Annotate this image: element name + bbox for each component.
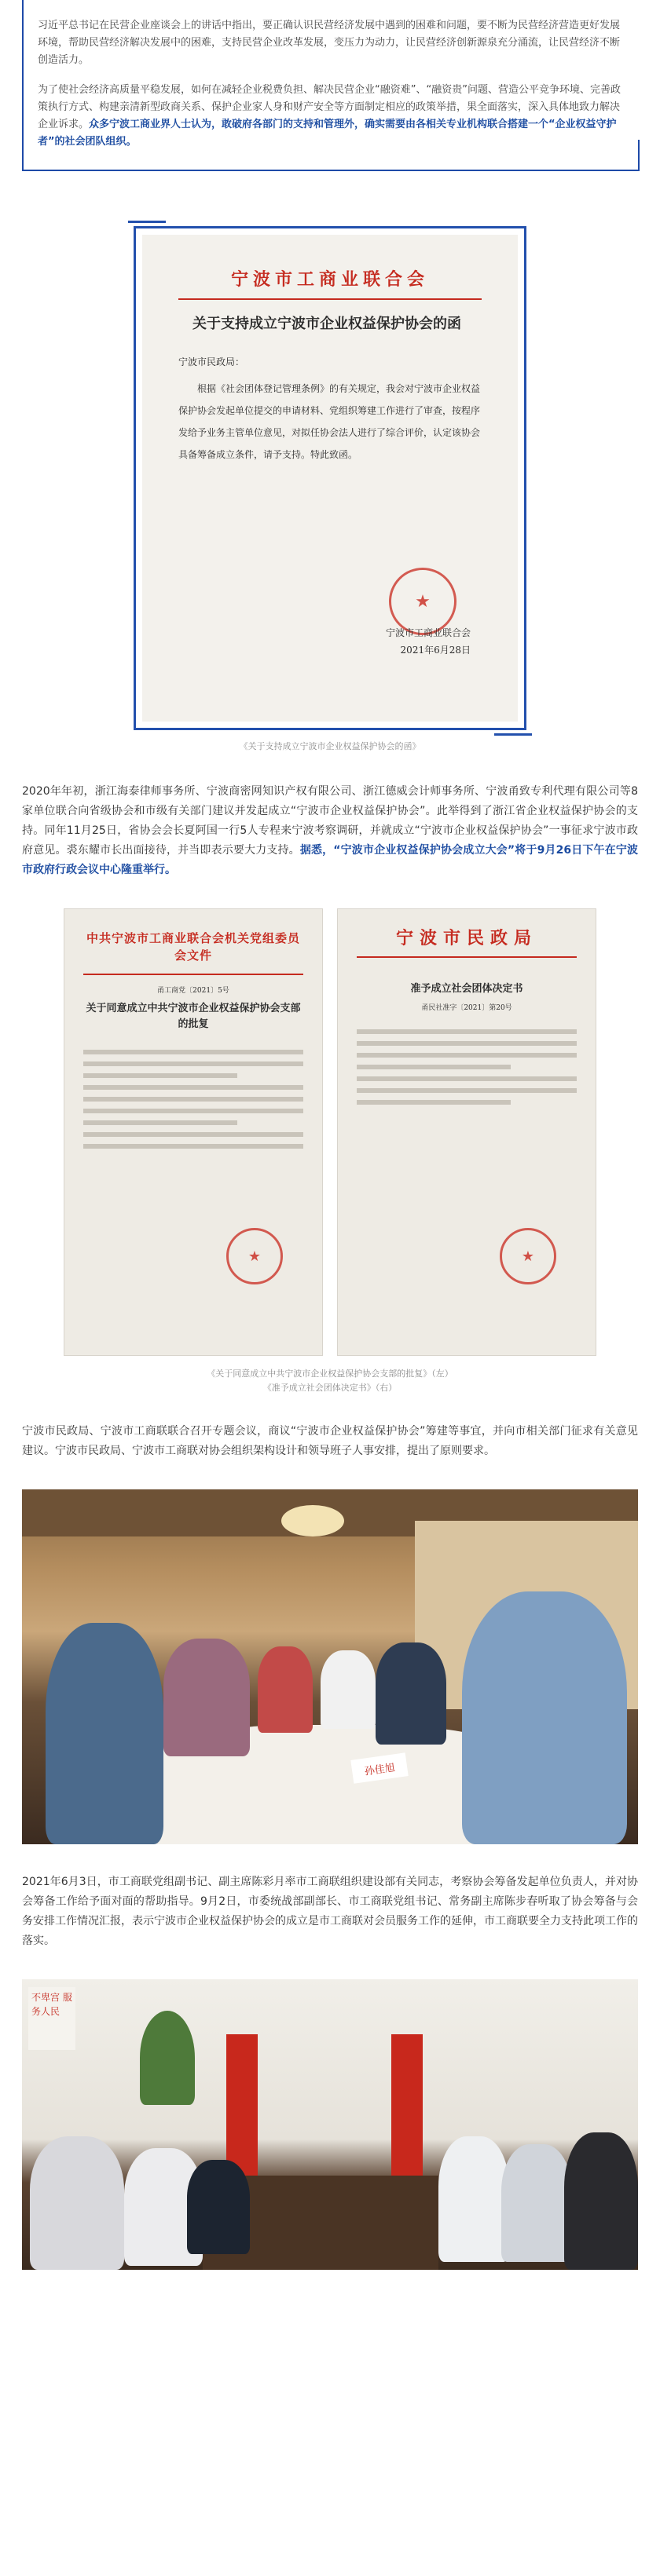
letter-addressee: 宁波市民政局： bbox=[178, 356, 245, 367]
doc-right-rule bbox=[357, 956, 577, 958]
meeting-paragraph: 宁波市民政局、宁波市工商联联合召开专题会议，商议“宁波市企业权益保护协会”筹建等事宜，并向市相关部门征求有关意见建议。宁波市民政局、宁波市工商联对协会组织架构设计和领导班子人事安排，提出了原则要求。 bbox=[22, 1425, 638, 1457]
founding-paragraph bbox=[22, 782, 638, 880]
doc-right-text-lines bbox=[357, 1029, 577, 1105]
person bbox=[46, 1623, 163, 1844]
doc-right-head: 宁波市民政局 bbox=[395, 928, 537, 948]
person bbox=[30, 2136, 124, 2270]
documents-caption-1: 《关于同意成立中共宁波市企业权益保护协会支部的批复》（左） bbox=[207, 1368, 453, 1379]
founding-paragraph-text: 2020年年初，浙江海泰律师事务所、宁波商密网知识产权有限公司、浙江德威会计师事务所、宁波甬致专利代理有限公司等8家单位联合向省级协会和市级有关部门建议并发起成立“宁波市企业权益保护协会”。此举得到了浙江省企业权益保护协会的支持。同年11月25日，省协会会长夏阿国一行5人专程来宁波考察调研，并就成立“宁波市企业权益保护协会”一事征求宁波市政府意见。裘东耀市长出面接待，并当即表示要大力支持。 bbox=[22, 785, 638, 857]
letter-sign-date: 2021年6月28日 bbox=[400, 645, 471, 656]
intro-paragraph-2 bbox=[38, 82, 624, 151]
intro-paragraph-1: 习近平总书记在民营企业座谈会上的讲话中指出，要正确认识民营经济发展中遇到的困难和问题，要不断为民营经济营造更好发展环境，帮助民营经济解决发展中的困难，支持民营企业改革发展，变压力为动力，让民营经济创新源泉充分涌流，让民营经济不断创造活力。 bbox=[38, 20, 621, 66]
letter-org: 宁波市工商业联合会 bbox=[230, 269, 429, 290]
letter-signature bbox=[386, 624, 471, 659]
plant bbox=[140, 2011, 195, 2105]
person bbox=[462, 1591, 627, 1844]
seal-icon: ★ bbox=[389, 568, 456, 635]
nameplate: 孙佳旭 bbox=[350, 1752, 408, 1783]
person bbox=[187, 2160, 250, 2254]
doc-right-title: 准予成立社会团体决定书 bbox=[410, 983, 523, 995]
founding-paragraph-highlight: 据悉，“宁波市企业权益保护协会成立大会”将于9月26日下午在宁波市政府行政会议中心隆重举行。 bbox=[22, 844, 639, 876]
support-letter-figure[interactable] bbox=[134, 226, 526, 730]
documents-figure bbox=[0, 908, 660, 1356]
person bbox=[258, 1646, 313, 1733]
intro-paragraph-2-highlight: 众多宁波工商业界人士认为，敢破府各部门的支持和管理外，确实需要由各相关专业机构联合搭建一个“企业权益守护者”的社会团队组织。 bbox=[38, 119, 617, 148]
meeting-photo-2[interactable] bbox=[22, 1979, 638, 2270]
party-branch-approval-doc[interactable] bbox=[64, 908, 323, 1356]
wall-slogan: 不卑宫 服务人民 bbox=[28, 1987, 75, 2050]
person bbox=[321, 1650, 376, 1729]
seal-icon: ★ bbox=[226, 1228, 283, 1284]
doc-right-number: 甬民社准字〔2021〕第20号 bbox=[421, 1004, 512, 1012]
seal-icon: ★ bbox=[500, 1228, 556, 1284]
doc-left-rule bbox=[83, 974, 303, 975]
meeting-photo-1[interactable] bbox=[22, 1489, 638, 1844]
letter-body: 根据《社会团体登记管理条例》的有关规定，我会对宁波市企业权益保护协会发起单位提交的申请材料、党组织筹建工作进行了审查，按程序发给予业务主管单位意见，对拟任协会法人进行了综合评价，认定该协会具备筹备成立条件，请予支持。特此致函。 bbox=[178, 383, 481, 460]
person bbox=[376, 1642, 446, 1745]
letter-red-rule bbox=[178, 298, 482, 300]
intro-paragraph-2-text: 为了使社会经济高质量平稳发展，如何在减轻企业税费负担、解决民营企业“融资难”、“融资贵”问题、营造公平竞争环境、完善政策执行方式、构建亲清新型政商关系、保护企业家人身和财产安全等方面制定相应的政策举措，果全面落实，深入具体地致力解决企业诉求。 bbox=[38, 84, 621, 130]
chandelier bbox=[281, 1505, 344, 1536]
letter-caption: 《关于支持成立宁波市企业权益保护协会的函》 bbox=[239, 741, 421, 751]
person bbox=[438, 2136, 509, 2262]
person bbox=[564, 2132, 638, 2270]
letter-title: 关于支持成立宁波市企业权益保护协会的函 bbox=[192, 316, 461, 332]
inspection-paragraph: 2021年6月3日，市工商联党组副书记、副主席陈彩月率市工商联组织建设部有关同志，考察协会筹备发起单位负责人，并对协会筹备工作给予面对面的帮助指导。9月2日，市委统战部副部长、市工商联党组书记、常务副主席陈步春听取了协会筹备与会务安排工作情况汇报，表示宁波市企业权益保护协会的成立是市工商联对会员服务工作的延伸，市工商联要全力支持此项工作的落实。 bbox=[22, 1876, 638, 1947]
documents-caption-2: 《准予成立社会团体决定书》（右） bbox=[262, 1383, 398, 1393]
doc-left-number: 甬工商党〔2021〕5号 bbox=[157, 987, 229, 995]
flag-right bbox=[391, 2034, 423, 2183]
doc-left-title: 关于同意成立中共宁波市企业权益保护协会支部的批复 bbox=[86, 1003, 301, 1030]
registration-decision-doc[interactable] bbox=[337, 908, 596, 1356]
letter-sign-org: 宁波市工商业联合会 bbox=[385, 627, 471, 638]
doc-left-head: 中共宁波市工商业联合会机关党组委员会文件 bbox=[86, 931, 300, 963]
doc-left-text-lines bbox=[83, 1050, 303, 1149]
support-letter-image bbox=[142, 235, 518, 722]
person bbox=[163, 1639, 250, 1756]
intro-quote-box bbox=[22, 0, 638, 171]
person bbox=[501, 2144, 572, 2262]
